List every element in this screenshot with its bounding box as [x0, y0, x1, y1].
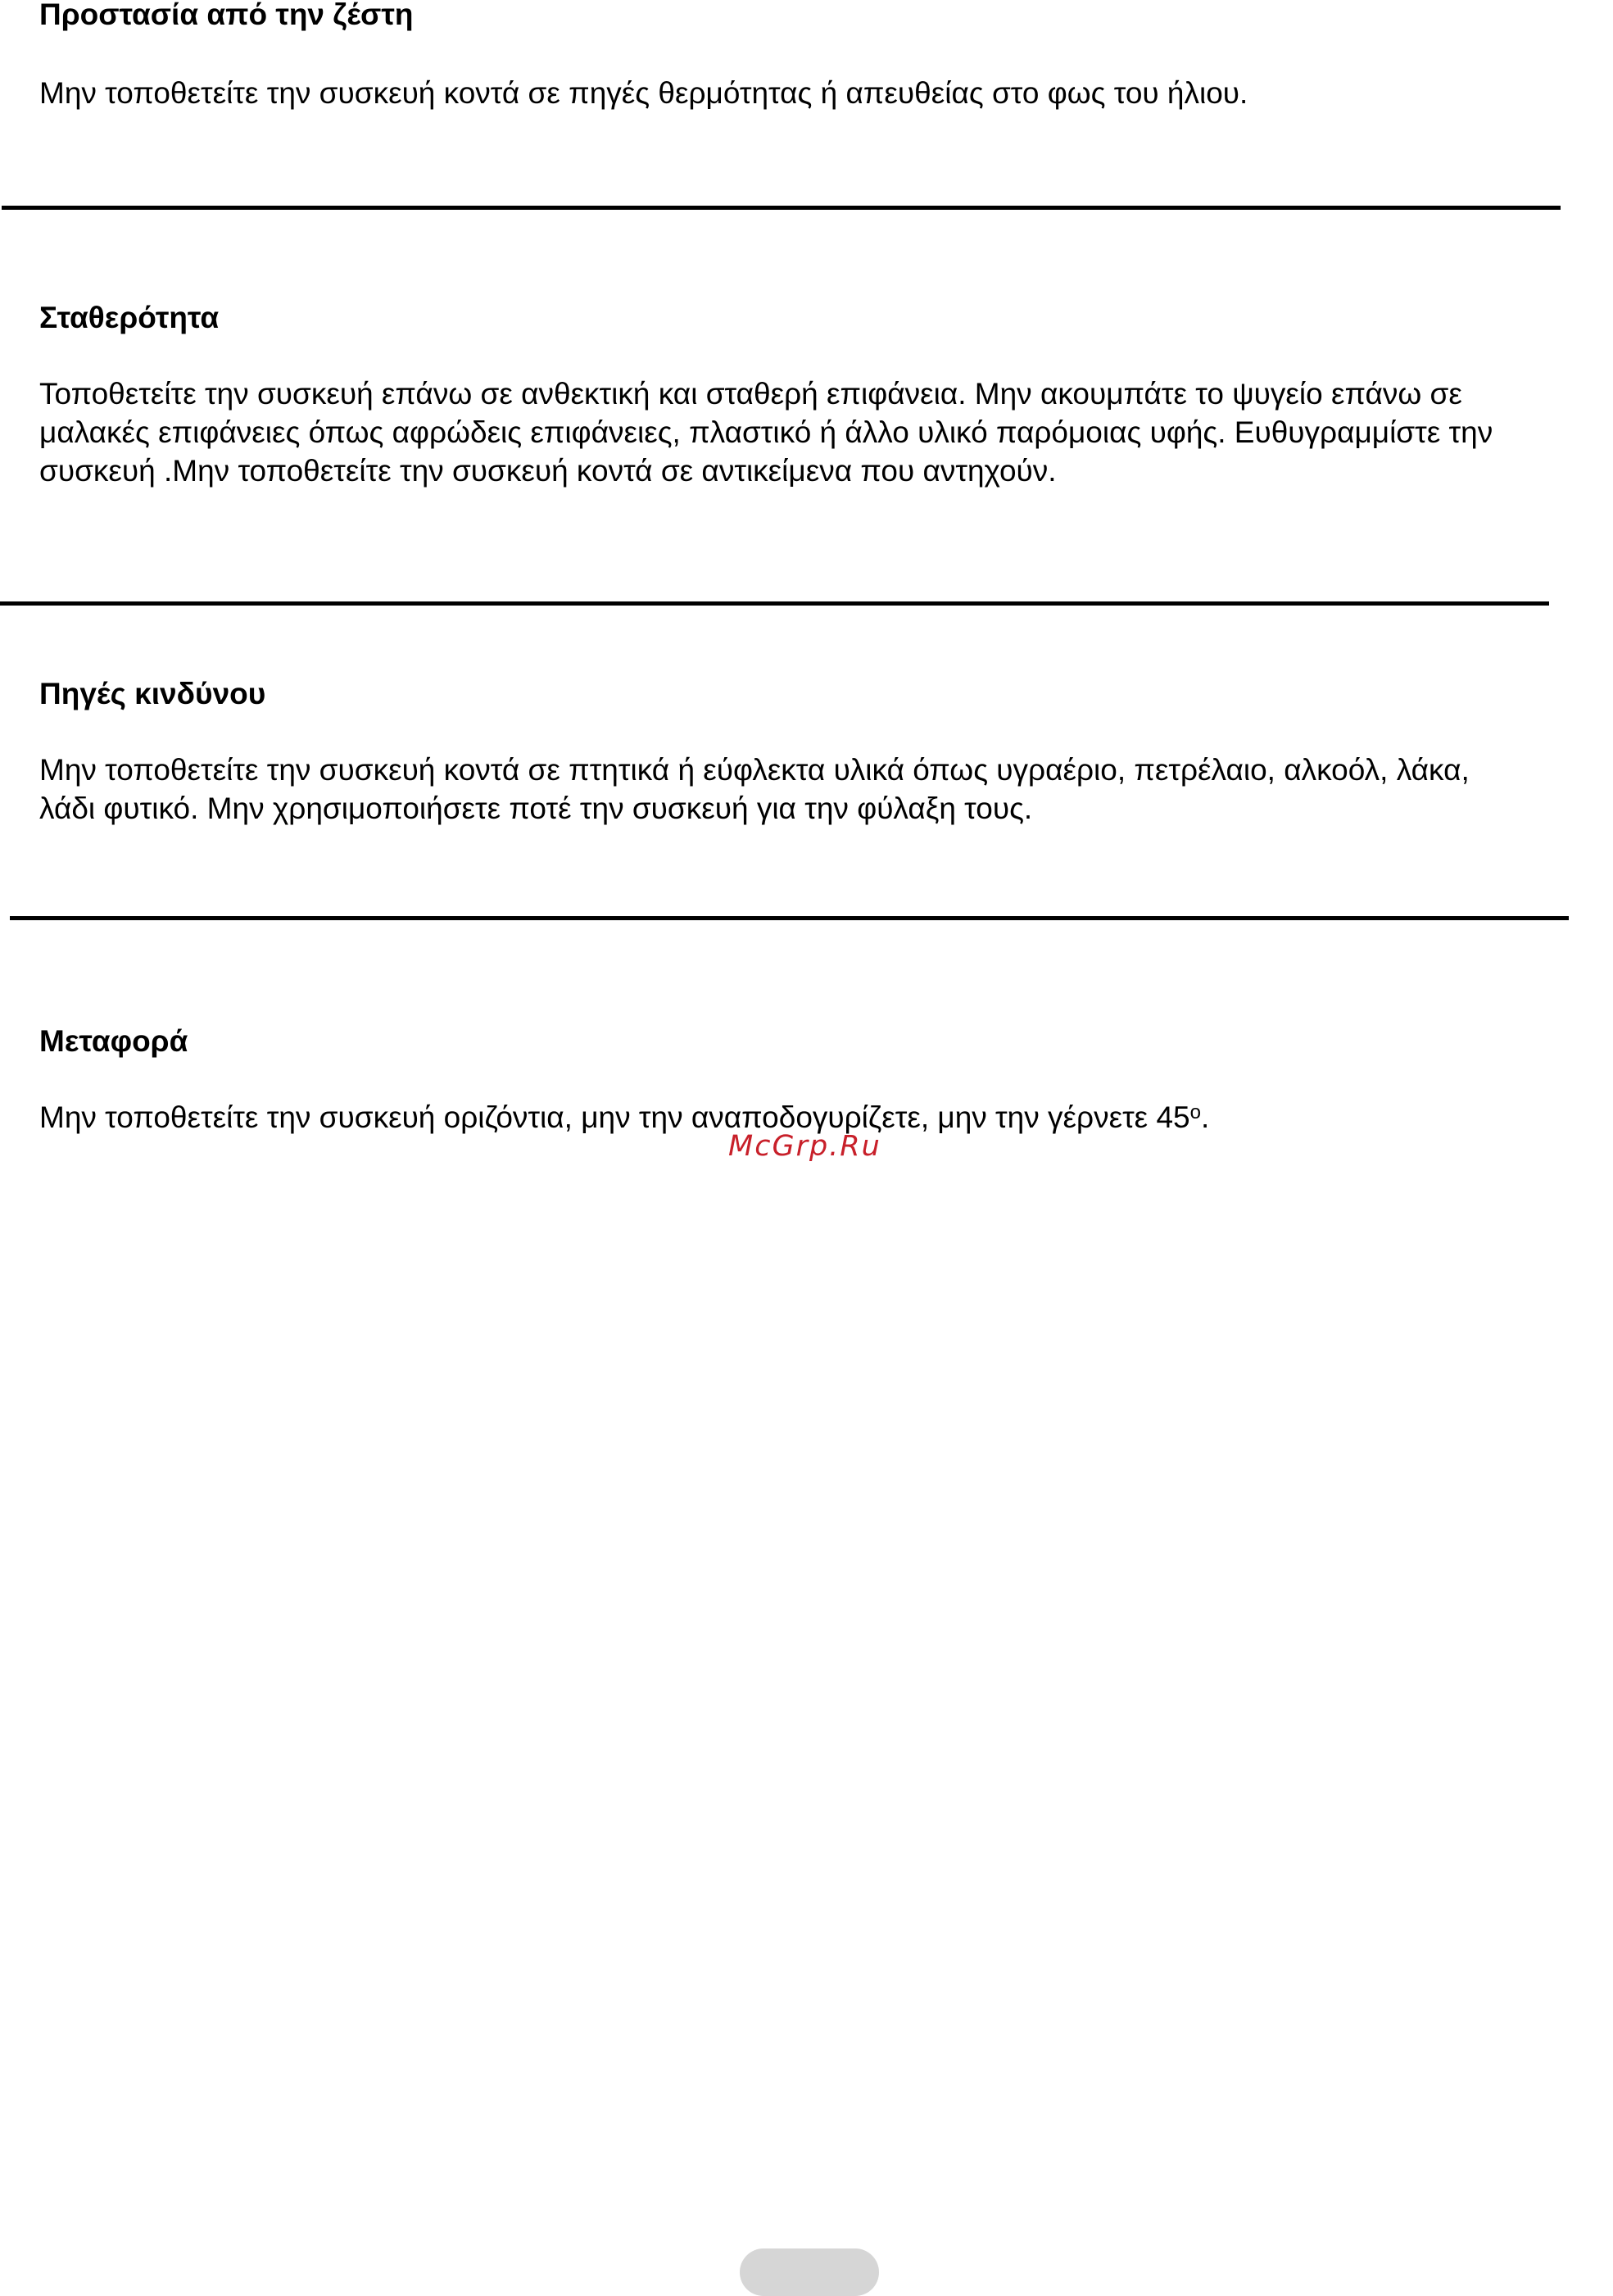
section-divider — [2, 206, 1561, 210]
section-heading-transport: Μεταφορά — [39, 1024, 188, 1058]
section-text-line: συσκευή .Μην τοποθετείτε την συσκευή κοντά σε αντικείμενα που αντηχούν. — [39, 454, 1057, 488]
section-divider — [0, 601, 1549, 606]
transport-text-end: . — [1200, 1100, 1210, 1134]
section-text-line: λάδι φυτικό. Μην χρησιμοποιήσετε ποτέ την συσκευή για την φύλαξη τους. — [39, 792, 1033, 825]
section-text-line: Μην τοποθετείτε την συσκευή κοντά σε πηγές θερμότητας ή απευθείας στο φως του ήλιου. — [39, 76, 1248, 110]
section-divider — [10, 916, 1569, 920]
section-text-line: Μην τοποθετείτε την συσκευή κοντά σε πτητικά ή εύφλεκτα υλικά όπως υγραέριο, πετρέλαιο, αλκοόλ, λάκα, — [39, 753, 1470, 787]
section-text-line — [39, 1098, 1209, 1137]
section-text-line: Τοποθετείτε την συσκευή επάνω σε ανθεκτική και σταθερή επιφάνεια. Μην ακουμπάτε το ψυγείο επάνω σε — [39, 377, 1462, 411]
transport-text: Μην τοποθετείτε την συσκευή οριζόντια, μην την αναποδογυρίζετε, μην την γέρνετε 45 — [39, 1100, 1190, 1134]
section-heading-stability: Σταθερότητα — [39, 301, 220, 334]
watermark-text: McGrp.Ru — [728, 1130, 881, 1163]
section-heading-hazard-sources: Πηγές κινδύνου — [39, 677, 266, 710]
section-text-line: μαλακές επιφάνειες όπως αφρώδεις επιφάνειες, πλαστικό ή άλλο υλικό παρόμοιας υφής. Ευθυγραμμίστε την — [39, 415, 1493, 449]
section-heading-heat-protection: Προστασία από την ζέστη — [39, 0, 414, 31]
degree-sign: o — [1189, 1101, 1201, 1123]
page-number-tab — [740, 2248, 879, 2296]
